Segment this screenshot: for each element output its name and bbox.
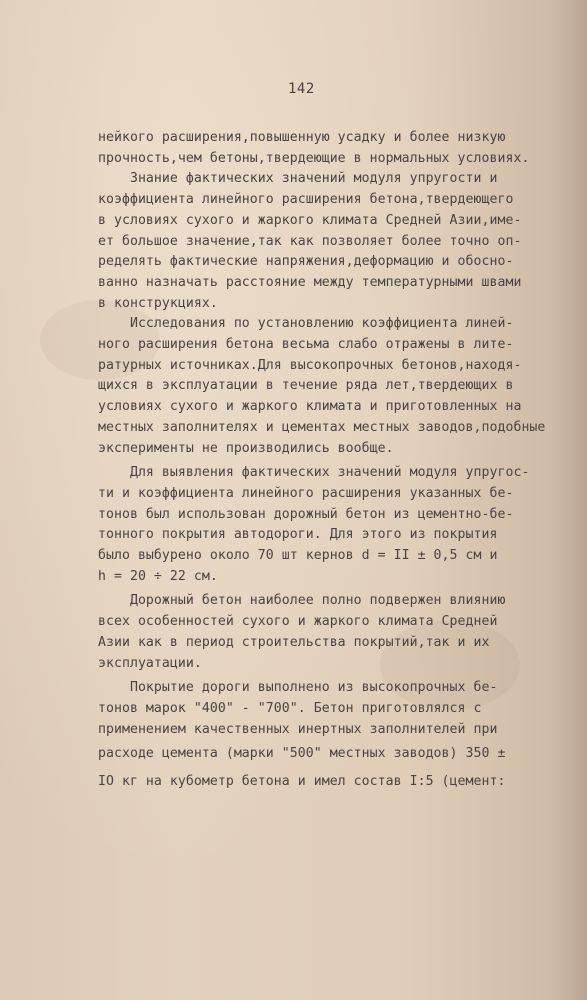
page-number: 142 [288,81,315,97]
text-line: ет большое значение,так как позволяет более точно оп- [98,233,522,249]
text-line: тонов марок "400" - "700". Бетон приготовлялся с [98,700,482,716]
text-line: условиях сухого и жаркого климата и приготовленных на [98,399,522,415]
text-line: h = 20 ÷ 22 см. [98,568,218,584]
text-line: Покрытие дороги выполнено из высокопрочных бе- [98,680,498,696]
text-line: всех особенностей сухого и жаркого климата Средней [98,614,498,630]
text-line: ределять фактические напряжения,деформацию и обосно- [98,254,514,270]
text-line: ратурных источниках.Для высокопрочных бетонов,находя- [98,357,522,373]
text-line: расходе цемента (марки "500" местных заводов) 350 ± [98,746,506,762]
text-line: тонного покрытия автодороги. Для этого из покрытия [98,527,498,543]
text-line: ного расширения бетона весьма слабо отражены в лите- [98,337,514,353]
text-line: ванно назначать расстояние между температурными швами [98,274,522,290]
body-text [98,128,568,796]
text-line: нейкого расширения,повышенную усадку и более низкую [98,130,506,145]
text-line: щихся в эксплуатации в течение ряда лет,твердеющих в [98,378,514,394]
text-line: IO кг на кубометр бетона и имел состав I:5 (цемент: [98,774,506,790]
text-line: применением качественных инертных заполнителей при [98,721,498,737]
text-line: в условиях сухого и жаркого климата Средней Азии,име- [98,212,522,228]
text-line: было выбурено около 70 шт кернов d = II ± 0,5 см и [98,548,498,564]
text-line: эксплуатации. [98,655,202,671]
text-line: коэффициента линейного расширения бетона,твердеющего [98,192,514,208]
text-line: эксперименты не производились вообще. [98,440,394,456]
text-line: ти и коэффициента линейного расширения указанных бе- [98,485,514,501]
text-line: Знание фактических значений модуля упругости и [98,171,498,187]
text-line: в конструкциях. [98,295,218,311]
text-line: прочность,чем бетоны,твердеющие в нормальных условиях. [98,150,530,166]
text-line: Азии как в период строительства покрытий,так и их [98,634,490,650]
text-line: Исследования по установлению коэффициента линей- [98,316,514,332]
text-line: Для выявления фактических значений модуля упругос- [98,465,530,481]
text-line: местных заполнителях и цементах местных заводов,подобные [98,419,546,435]
text-line: Дорожный бетон наиболее полно подвержен влиянию [98,593,506,609]
text-line: тонов был использован дорожный бетон из цементно-бе- [98,506,514,522]
